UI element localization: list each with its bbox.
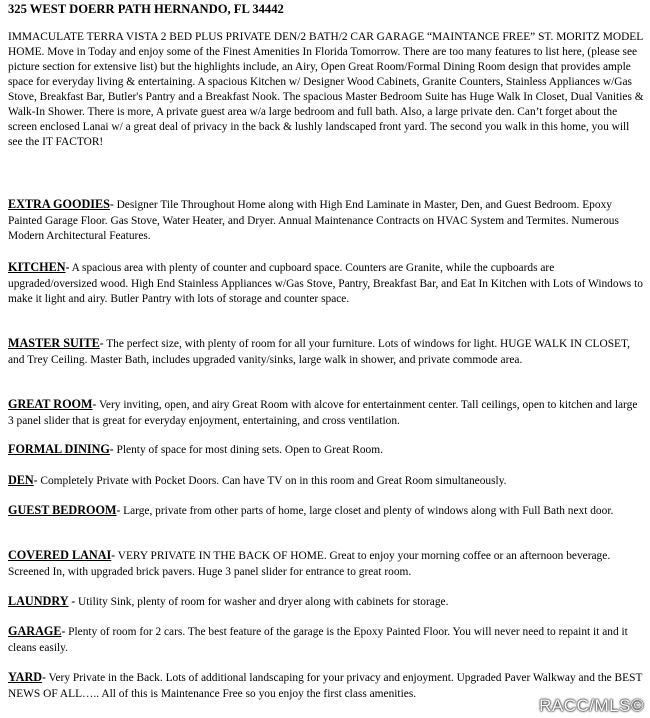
- section-master-suite: MASTER SUITE- The perfect size, with plenty of room for all your furniture. Lots of windows for light. HUGE WALK IN CLOSET, and Trey Ceiling. Master Bath, includes upgraded vanity/sinks, large walk in shower, and private commode area.: [8, 336, 630, 366]
- section-heading: LAUNDRY: [8, 594, 69, 608]
- section-covered-lanai: COVERED LANAI- VERY PRIVATE IN THE BACK OF HOME. Great to enjoy your morning coffee or an afternoon beverage. Screened In, with upgraded brick pavers. Huge 3 panel slider for entrance to great room.: [8, 548, 611, 578]
- section-great-room: GREAT ROOM- Very inviting, open, and airy Great Room with alcove for entertainment center. Tall ceilings, open to kitchen and large 3 panel slider that is great for everyday enjoyment, entertaining, and cross ventilation.: [8, 397, 638, 427]
- section-heading: FORMAL DINING: [8, 442, 110, 456]
- section-laundry: LAUNDRY - Utility Sink, plenty of room for washer and dryer along with cabinets for storage.: [8, 594, 449, 608]
- section-text: Completely Private with Pocket Doors. Can have TV on in this room and Great Room simultaneously.: [37, 475, 507, 487]
- section-text: Very Private in the Back. Lots of additional landscaping for your privacy and enjoyment. Upgraded Paver Walkway and the BEST NEWS OF ALL….. All of this is Maintenance Free so you enjoy the first class amenities.: [8, 672, 643, 700]
- section-yard: YARD- Very Private in the Back. Lots of additional landscaping for your privacy and enjoyment. Upgraded Paver Walkway and the BEST NEWS OF ALL….. All of this is Maintenance Free so you enjoy the first class amenities.: [8, 670, 643, 700]
- mls-watermark: RACC/MLS©: [539, 696, 644, 715]
- section-heading: GUEST BEDROOM: [8, 503, 117, 517]
- section-text: VERY PRIVATE IN THE BACK OF HOME. Great to enjoy your morning coffee or an afternoon beverage. Screened In, with upgraded brick pavers. Huge 3 panel slider for entrance to great room.: [8, 550, 611, 578]
- section-heading: YARD: [8, 670, 43, 684]
- intro-paragraph: IMMACULATE TERRA VISTA 2 BED PLUS PRIVATE DEN/2 BATH/2 CAR GARAGE “MAINTANCE FREE” ST. MORITZ MODEL HOME. Move in Today and enjoy some of the Finest Amenities In Florida Tomorrow. There are too many features to list here, (please see picture section for extensive list) but the highlights include, an Airy, Open Great Room/Formal Dining Room design that provides ample space for everyday living & entertaining. A spacious Kitchen w/ Designer Wood Cabinets, Granite Counters, Stainless Appliances w/Gas Stove, Breakfast Bar, Butler's Pantry and a Breakfast Nook. The spacious Master Bedroom Suite has Huge Walk In Closet, Dual Vanities & Walk-In Shower. There is more, A private guest area w/a large bedroom and full bath. Also, a large private den. Can’t forget about the screen enclosed Lanai w/ a great deal of privacy in the back & lushly landscaped front yard. The second you walk in this home, you will see the IT FACTOR!: [8, 31, 644, 148]
- section-heading: KITCHEN: [8, 260, 66, 274]
- section-heading: GREAT ROOM: [8, 397, 93, 411]
- section-text: Plenty of room for 2 cars. The best feature of the garage is the Epoxy Painted Floor. You will never need to repaint it and it cleans easily.: [8, 626, 628, 654]
- section-heading: DEN: [8, 473, 34, 487]
- section-formal-dining: FORMAL DINING- Plenty of space for most dining sets. Open to Great Room.: [8, 442, 383, 456]
- section-text: Designer Tile Throughout Home along with High End Laminate in Master, Den, and Guest Bedroom. Epoxy Painted Garage Floor. Gas Stove, Water Heater, and Dryer. Annual Maintenance Contracts on HVAC System and Termites. Numerous Modern Architectural Features.: [8, 199, 619, 243]
- section-text: A spacious area with plenty of counter and cupboard space. Counters are Granite, while the cupboards are upgraded/oversized wood. High End Stainless Appliances w/Gas Stove, Pantry, Breakfast Bar, and Eat In Kitchen with Lots of Windows to make it light and airy. Butler Pantry with lots of storage and counter space.: [8, 262, 643, 306]
- section-heading: COVERED LANAI: [8, 548, 112, 562]
- section-garage: GARAGE- Plenty of room for 2 cars. The best feature of the garage is the Epoxy Painted Floor. You will never need to repaint it and it cleans easily.: [8, 624, 628, 654]
- section-den: DEN- Completely Private with Pocket Doors. Can have TV on in this room and Great Room simultaneously.: [8, 473, 507, 487]
- section-heading: MASTER SUITE: [8, 336, 100, 350]
- section-text: Large, private from other parts of home, large closet and plenty of windows along with Full Bath next door.: [120, 505, 614, 517]
- page-title: 325 WEST DOERR PATH HERNANDO, FL 34442: [8, 2, 284, 16]
- section-heading: EXTRA GOODIES: [8, 197, 110, 211]
- section-kitchen: KITCHEN- A spacious area with plenty of counter and cupboard space. Counters are Granite, while the cupboards are upgraded/oversized wood. High End Stainless Appliances w/Gas Stove, Pantry, Breakfast Bar, and Eat In Kitchen with Lots of Windows to make it light and airy. Butler Pantry with lots of storage and counter space.: [8, 260, 643, 306]
- section-text: Plenty of space for most dining sets. Open to Great Room.: [113, 444, 383, 456]
- section-text: Utility Sink, plenty of room for washer and dryer along with cabinets for storage.: [75, 596, 449, 608]
- section-extra-goodies: EXTRA GOODIES- Designer Tile Throughout Home along with High End Laminate in Master, Den, and Guest Bedroom. Epoxy Painted Garage Floor. Gas Stove, Water Heater, and Dryer. Annual Maintenance Contracts on HVAC System and Termites. Numerous Modern Architectural Features.: [8, 197, 619, 243]
- section-guest-bedroom: GUEST BEDROOM- Large, private from other parts of home, large closet and plenty of windows along with Full Bath next door.: [8, 503, 614, 517]
- section-heading: GARAGE: [8, 624, 62, 638]
- section-text: Very inviting, open, and airy Great Room with alcove for entertainment center. Tall ceilings, open to kitchen and large 3 panel slider that is great for everyday enjoyment, entertaining, and cross ventilation.: [8, 399, 638, 427]
- section-text: The perfect size, with plenty of room for all your furniture. Lots of windows for light. HUGE WALK IN CLOSET, and Trey Ceiling. Master Bath, includes upgraded vanity/sinks, large walk in shower, and private commode area.: [8, 338, 630, 366]
